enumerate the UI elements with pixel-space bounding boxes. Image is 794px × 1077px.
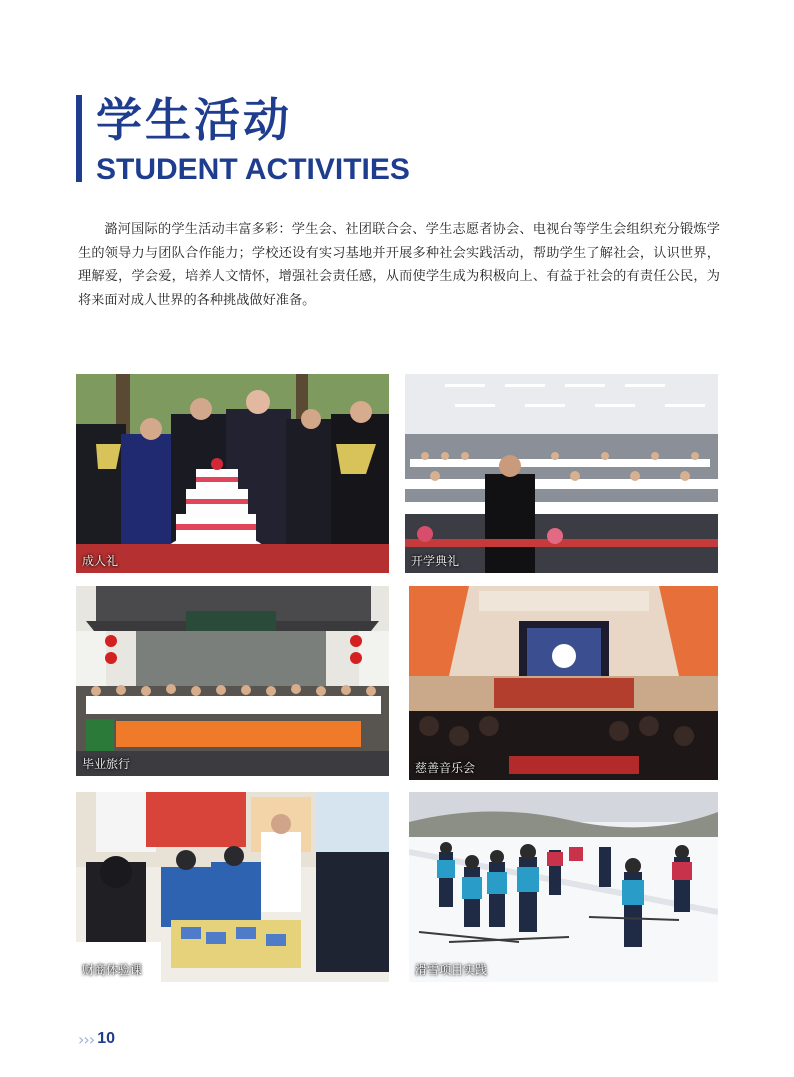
photo-caption: 财商体验课 [82,963,143,977]
financial-class-image [76,792,389,982]
photo-charity-concert [409,586,718,780]
photo-caption: 成人礼 [82,554,119,568]
page-subtitle-en: STUDENT ACTIVITIES [96,153,410,186]
title-accent-bar [76,95,82,182]
photo-ski-practice [409,792,718,982]
page-title: 学生活动 [96,93,292,147]
chevron-right-icon: ››› [78,1029,95,1049]
page-number: 10 [97,1030,115,1047]
photo-caption: 慈善音乐会 [415,761,476,775]
graduation-trip-image [76,586,389,776]
intro-paragraph: 潞河国际的学生活动丰富多彩：学生会、社团联合会、学生志愿者协会、电视台等学生会组织充分锻炼学生的领导力与团队合作能力；学校还设有实习基地并开展多种社会实践活动，帮助学生了解社会，认识世界，理解爱，学会爱，培养人文情怀，增强社会责任感，从而使学生成为积极向上、有益于社会的有责任公民，为将来面对成人世界的各种挑战做好准备。 [78,222,720,308]
photo-graduation-trip [76,586,389,776]
photo-caption: 滑雪项目实践 [415,963,488,977]
photo-caption: 毕业旅行 [82,757,131,771]
page-footer [78,1028,115,1050]
coming-of-age-image [76,374,389,573]
photo-opening-ceremony [405,374,718,573]
charity-concert-image [409,586,718,780]
photo-coming-of-age [76,374,389,573]
ski-practice-image [409,792,718,982]
photo-financial-class [76,792,389,982]
photo-caption: 开学典礼 [411,554,460,568]
opening-ceremony-image [405,374,718,573]
